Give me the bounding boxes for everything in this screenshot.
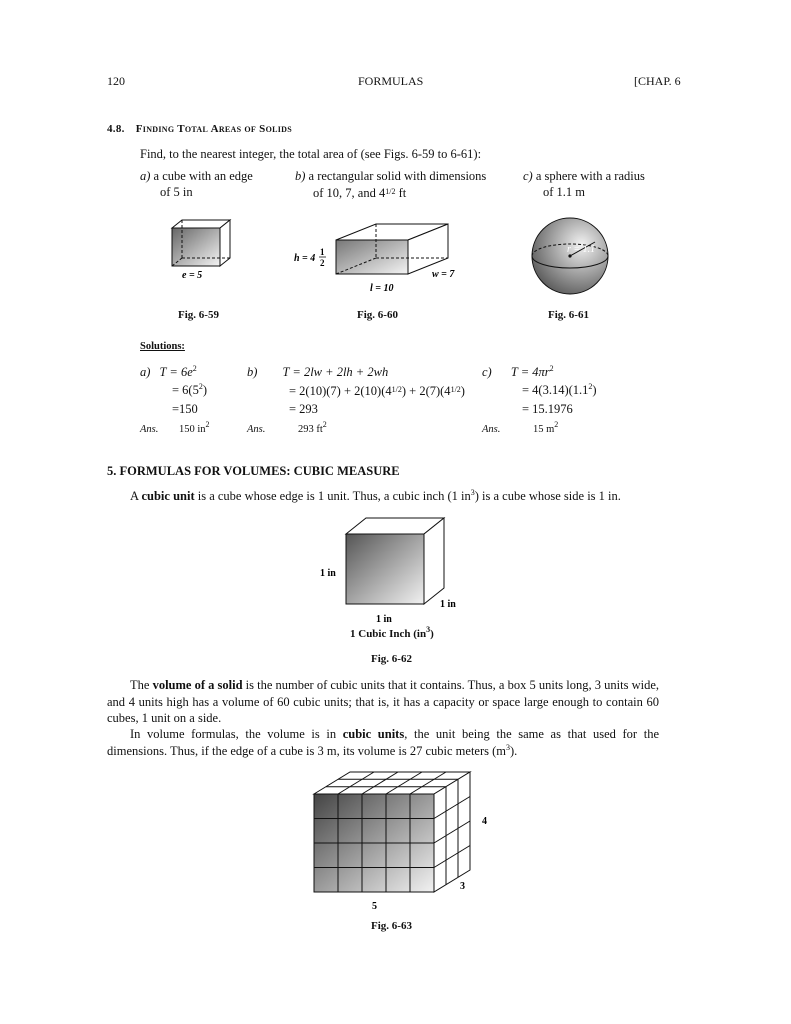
solution-b (247, 364, 388, 380)
item-line1: a sphere with a radius (535, 169, 645, 183)
exponent: 2 (205, 420, 210, 429)
answer-value: 15 m (533, 424, 555, 435)
solution-b-line2 (289, 382, 465, 399)
item-line2: of 1.1 m (543, 185, 586, 199)
solution-a (140, 364, 197, 380)
fraction: 1/2 (385, 187, 396, 196)
item-line1: a cube with an edge (153, 169, 253, 183)
fraction: 1/2 (391, 385, 402, 394)
fraction: 1/2 (450, 385, 461, 394)
text: ). (510, 743, 518, 758)
text: , the unit being the same as that used for the dimensions. Thus, if the edge of a cube is 3 m, its volume is 27 cubic meters (m (107, 727, 659, 758)
chapter-label: [CHAP. 6 (634, 74, 681, 88)
figure-6-63-box (300, 768, 500, 916)
figure-6-61-sphere (525, 212, 615, 302)
exponent: 2 (322, 420, 327, 429)
item-letter: b) (295, 169, 306, 183)
answer-c (482, 420, 559, 435)
section-heading-4-8 (107, 123, 292, 135)
solution-letter: b) (247, 365, 258, 379)
expr-end: ) (202, 383, 208, 397)
solution-letter: c) (482, 365, 492, 379)
text: In volume formulas, the volume is in (130, 727, 343, 741)
exponent: 3 (470, 488, 475, 497)
height-label: 4 (482, 816, 487, 827)
answer-label: Ans. (482, 424, 501, 435)
answer-a (140, 420, 210, 435)
right-label: 1 in (440, 599, 456, 610)
problem-item-a (140, 168, 253, 200)
left-label: 1 in (320, 568, 336, 579)
item-letter: a) (140, 169, 151, 183)
fig-6-61-caption: Fig. 6-61 (548, 309, 589, 321)
exponent: 2 (192, 364, 197, 373)
fig-6-63-caption: Fig. 6-63 (371, 920, 412, 932)
paragraph-cubic-unit (130, 488, 621, 504)
title-close: ) (430, 628, 434, 640)
paragraph-volume-units (107, 726, 659, 759)
solution-c (482, 364, 554, 380)
solution-letter: a) (140, 365, 151, 379)
section-title: Finding Total Areas of Solids (135, 123, 292, 135)
section-heading-5: 5. FORMULAS FOR VOLUMES: CUBIC MEASURE (107, 464, 400, 478)
solution-a-line2 (172, 382, 207, 398)
height-frac-num: 1 (320, 247, 325, 257)
problem-item-b (295, 168, 486, 201)
radius-label: r = 1.1 (567, 244, 596, 255)
problem-item-c (523, 168, 645, 200)
fig-6-62-caption: Fig. 6-62 (371, 653, 412, 665)
solution-line1: T = 6e (159, 365, 193, 379)
page-number: 120 (107, 74, 125, 88)
text: The (130, 678, 153, 692)
exponent: 3 (426, 625, 431, 634)
item-line2: of 5 in (160, 185, 193, 199)
height-frac-den: 2 (320, 258, 325, 268)
fig-6-60-caption: Fig. 6-60 (357, 309, 398, 321)
height-label: h = 4 (294, 253, 316, 264)
length-label: 5 (372, 901, 377, 912)
term-cubic-unit: cubic unit (141, 489, 195, 503)
answer-label: Ans. (140, 424, 159, 435)
text: A (130, 489, 142, 503)
paragraph-volume-definition (107, 677, 659, 727)
exponent: 2 (588, 382, 593, 391)
item-unit: ft (395, 186, 407, 200)
answer-value: 150 in (179, 424, 206, 435)
item-line1: a rectangular solid with dimensions (308, 169, 487, 183)
section-number: 4.8. (107, 123, 125, 135)
expr-mid: ) + 2(7)(4 (401, 384, 451, 398)
running-title: FORMULAS (358, 74, 424, 88)
expr: = 2(10)(7) + 2(10)(4 (289, 384, 392, 398)
figure-6-59-cube (160, 212, 240, 284)
answer-label: Ans. (247, 424, 266, 435)
text: is a cube whose edge is 1 unit. Thus, a cubic inch (1 in (194, 489, 471, 503)
expr: = 6(5 (172, 383, 199, 397)
expr-end: ) (460, 384, 465, 398)
fig-6-59-caption: Fig. 6-59 (178, 309, 219, 321)
text: is the number of cubic units that it contains. Thus, a box 5 units long, 3 units wide, and 4 units high has a volume of 60 cubic units; that is, it has a capacity or space large enough to contain 60 cubes, 1 unit on a side. (107, 678, 660, 725)
solution-c-line3: = 15.1976 (522, 402, 573, 416)
solution-b-line3: = 293 (289, 402, 318, 416)
expr: = 4(3.14)(1.1 (522, 383, 589, 397)
exponent: 2 (554, 420, 559, 429)
fig-6-62-title (350, 625, 434, 640)
item-letter: c) (523, 169, 533, 183)
solutions-heading: Solutions: (140, 341, 185, 352)
item-line2: of 10, 7, and 4 (313, 186, 386, 200)
text: ) is a cube whose side is 1 in. (474, 489, 621, 503)
solution-line1: T = 2lw + 2lh + 2wh (282, 365, 389, 379)
problem-prompt: Find, to the nearest integer, the total area of (see Figs. 6-59 to 6-61): (140, 147, 482, 161)
width-label: w = 7 (432, 269, 455, 280)
exponent: 2 (198, 382, 203, 391)
width-label: 3 (460, 881, 465, 892)
length-label: l = 10 (370, 283, 394, 294)
figure-6-60-rectangular-solid (290, 214, 470, 296)
answer-value: 293 ft (298, 424, 323, 435)
answer-b (247, 420, 327, 435)
solution-line1: T = 4πr (510, 365, 550, 379)
bottom-label: 1 in (376, 614, 392, 625)
term-cubic-units: cubic units (342, 727, 405, 741)
edge-label: e = 5 (182, 270, 203, 281)
term-volume: volume of a solid (152, 678, 243, 692)
title-text: 1 Cubic Inch (in (350, 628, 427, 640)
expr-end: ) (592, 383, 597, 397)
solution-c-line2 (522, 382, 597, 398)
figure-6-62-cubic-inch (310, 514, 490, 626)
exponent: 3 (506, 742, 511, 752)
solution-a-line3: =150 (172, 402, 198, 416)
exponent: 2 (549, 364, 554, 373)
